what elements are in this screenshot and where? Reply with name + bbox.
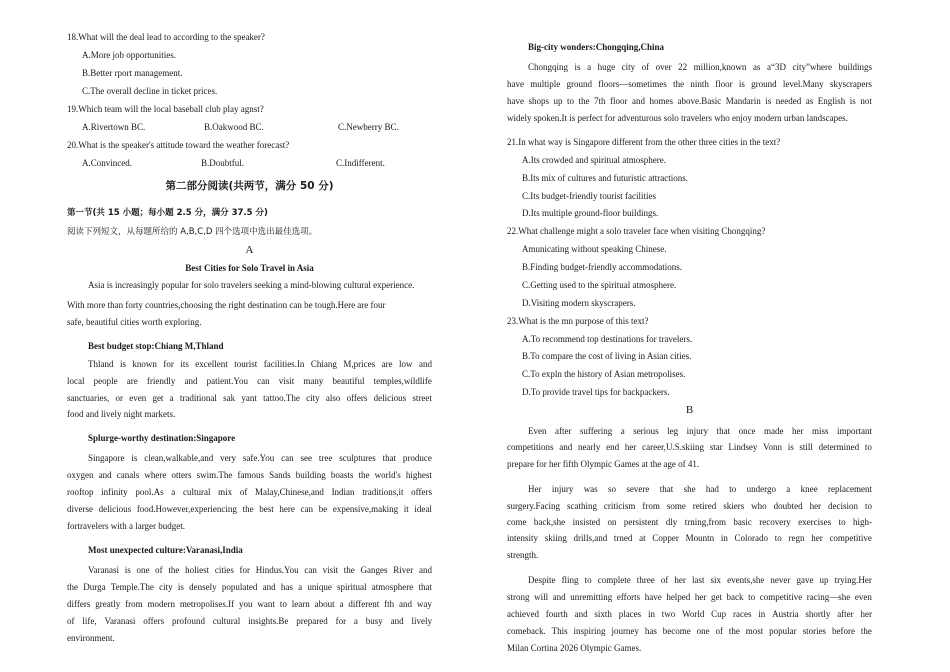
vonn-p1-line-2: competitions and nearly end her career,U.S.skiing star Lindsey Vonn is still determined to bbox=[507, 442, 872, 452]
q19-option-a: A.Rivertown BC. bbox=[82, 122, 146, 132]
question-19: 19.Which team will the local baseball club play agnst? bbox=[67, 104, 264, 114]
q19-option-c: C.Newberry BC. bbox=[338, 122, 399, 132]
question-18: 18.What will the deal lead to according to the speaker? bbox=[67, 32, 265, 42]
q20-option-c: C.Indifferent. bbox=[336, 158, 385, 168]
passage-b-letter: B bbox=[685, 404, 694, 416]
budget-heading: Best budget stop:Chiang M,Thland bbox=[88, 341, 224, 351]
question-23: 23.What is the mn purpose of this text? bbox=[507, 316, 649, 326]
q22-option-d: D.Visiting modern skyscrapers. bbox=[522, 298, 636, 308]
section-one-title: 第一节(共 15 小题；每小题 2.5 分，满分 37.5 分) bbox=[67, 208, 268, 218]
wonders-line-4: widely spoken.It is perfect for adventurous solo travelers who enjoy modern urban landscapes. bbox=[507, 113, 848, 123]
intro-line-1: Asia is increasingly popular for solo travelers seeking a mind-blowing cultural experience. bbox=[88, 280, 415, 290]
budget-line-2: local people are friendly and patient.You can visit many beautiful temples,wildlife bbox=[67, 376, 432, 386]
part-two-title: 第二部分阅读(共两节，满分 50 分) bbox=[165, 180, 334, 192]
vonn-p2-line-1: Her injury was so severe that she had to undergo a knee replacement bbox=[528, 484, 872, 494]
culture-line-1: Varanasi is one of the holiest cities for Hindus.You can visit the Ganges River and bbox=[88, 565, 432, 575]
budget-line-4: food and lively night markets. bbox=[67, 409, 176, 419]
culture-line-3: differs greatly from modern metropolises.If you want to learn about a different fth and way bbox=[67, 599, 432, 609]
vonn-p3-line-1: Despite fling to complete three of her last six events,she never gave up trying.Her bbox=[528, 575, 872, 585]
q22-option-c: C.Getting used to the spiritual atmosphere. bbox=[522, 280, 677, 290]
q23-option-b: B.To compare the cost of living in Asian cities. bbox=[522, 351, 692, 361]
wonders-line-3: have shops up to the 7th floor and homes above.Basic Mandarin is needed as English is not bbox=[507, 96, 872, 106]
intro-line-2: With more than forty countries,choosing the right destination can be tough.Here are four bbox=[67, 300, 386, 310]
vonn-p3-line-2: strong will and unremitting efforts have helped her get back to competitive racing—she even bbox=[507, 592, 872, 602]
culture-heading: Most unexpected culture:Varanasi,India bbox=[88, 545, 243, 555]
vonn-p3-line-3: achieved fourth and sixth places in two World Cup races in Austria shortly after her bbox=[507, 609, 872, 619]
vonn-p2-line-3: come back,she insisted on persistent dly trning,from basic recovery exercises to high- bbox=[507, 517, 872, 527]
wonders-line-1: Chongqing is a huge city of over 22 million,known as a“3D city”where buildings bbox=[528, 62, 872, 72]
q21-option-c: C.Its budget-friendly tourist facilities bbox=[522, 191, 656, 201]
splurge-line-4: diverse delicious food.However,experiencing the best here can be expensive,making it ideal bbox=[67, 504, 432, 514]
q18-option-c: C.The overall decline in ticket prices. bbox=[82, 86, 218, 96]
q22-option-a: Amunicating without speaking Chinese. bbox=[522, 244, 667, 254]
question-22: 22.What challenge might a solo traveler face when visiting Chongqing? bbox=[507, 226, 766, 236]
passage-a-letter: A bbox=[245, 244, 254, 256]
q20-option-a: A.Convinced. bbox=[82, 158, 132, 168]
vonn-p3-line-5: Milan Cortina 2026 Olympic Games. bbox=[507, 643, 642, 653]
culture-line-4: of life, Varanasi offers profound cultural insights.Be prepared for a busy and lively bbox=[67, 616, 432, 626]
reading-instructions: 阅读下列短文，从每题所给的 A,B,C,D 四个选项中选出最佳选项。 bbox=[67, 227, 318, 237]
passage-a-title: Best Cities for Solo Travel in Asia bbox=[185, 263, 314, 273]
culture-line-2: the Durga Temple.The city is densely populated and has a unique spiritual atmosphere that bbox=[67, 582, 432, 592]
question-20: 20.What is the speaker's attitude toward the weather forecast? bbox=[67, 140, 290, 150]
q23-option-c: C.To expln the history of Asian metropolises. bbox=[522, 369, 686, 379]
splurge-heading: Splurge-worthy destination:Singapore bbox=[88, 433, 236, 443]
q21-option-a: A.Its crowded and spiritual atmosphere. bbox=[522, 155, 666, 165]
splurge-line-3: rooftop infinity pool.As a cultural mix of Malay,Chinese,and Indian traditions,it offers bbox=[67, 487, 432, 497]
q19-option-b: B.Oakwood BC. bbox=[204, 122, 264, 132]
intro-line-3: safe, beautiful cities worth exploring. bbox=[67, 317, 202, 327]
wonders-line-2: have multiple ground floors—sometimes the ninth floor is ground level.Many skyscrapers bbox=[507, 79, 872, 89]
vonn-p1-line-3: prepare for her fifth Olympic Games at the age of 41. bbox=[507, 459, 700, 469]
vonn-p2-line-4: intensity skiing drills,and trned at Copper Mountn in Colorado to regn her competitive bbox=[507, 533, 872, 543]
q21-option-d: D.Its multiple ground-floor buildings. bbox=[522, 208, 659, 218]
q23-option-d: D.To provide travel tips for backpackers. bbox=[522, 387, 670, 397]
culture-line-5: environment. bbox=[67, 633, 115, 643]
q23-option-a: A.To recommend top destinations for travelers. bbox=[522, 334, 693, 344]
question-21: 21.In what way is Singapore different from the other three cities in the text? bbox=[507, 137, 781, 147]
q22-option-b: B.Finding budget-friendly accommodations. bbox=[522, 262, 682, 272]
wonders-heading: Big-city wonders:Chongqing,China bbox=[528, 42, 665, 52]
q18-option-a: A.More job opportunities. bbox=[82, 50, 176, 60]
splurge-line-2: oxygen and canals where otters swim.The famous Sands building boasts the world's highest bbox=[67, 470, 432, 480]
vonn-p1-line-1: Even after suffering a serious leg injury that once made her miss important bbox=[528, 426, 872, 436]
q21-option-b: B.Its mix of cultures and futuristic attractions. bbox=[522, 173, 688, 183]
splurge-line-1: Singapore is clean,walkable,and very safe.You can see tree sculptures that produce bbox=[88, 453, 432, 463]
vonn-p2-line-2: surgery.Facing scathing criticism from some retired skiers who doubted her decision to bbox=[507, 501, 872, 511]
vonn-p3-line-4: comeback. This inspiring journey has become one of the most popular stories before the bbox=[507, 626, 872, 636]
vonn-p2-line-5: strength. bbox=[507, 550, 539, 560]
splurge-line-5: fortravelers with a larger budget. bbox=[67, 521, 186, 531]
budget-line-1: Thland is known for its excellent tourist facilities.In Chiang M,prices are low and bbox=[88, 359, 432, 369]
budget-line-3: sanctuaries, or even get a traditional sak yant tattoo.The city also offers delicious street bbox=[67, 393, 432, 403]
q20-option-b: B.Doubtful. bbox=[201, 158, 245, 168]
q18-option-b: B.Better rport management. bbox=[82, 68, 183, 78]
